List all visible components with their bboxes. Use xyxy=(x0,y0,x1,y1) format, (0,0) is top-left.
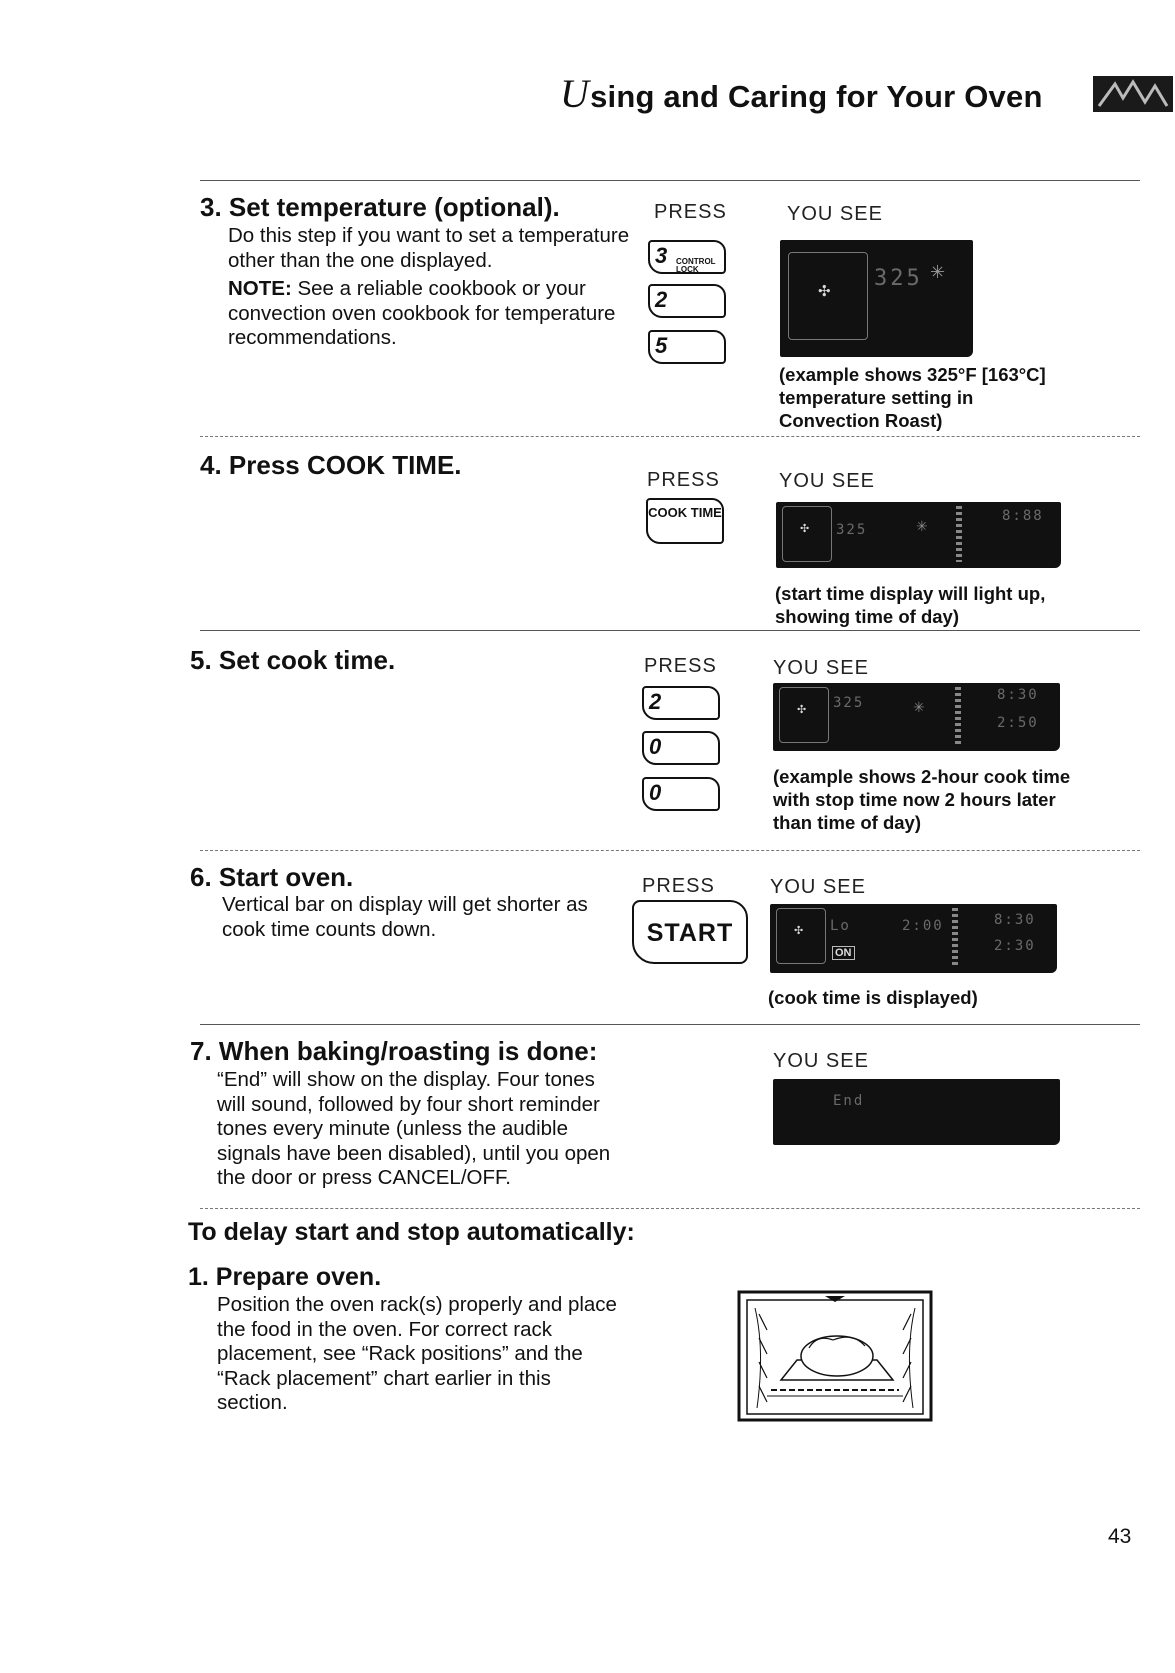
fan-icon: ✣ xyxy=(794,925,804,937)
start-time-readout: 8:30 xyxy=(997,687,1039,703)
header-title-text: sing and Caring for Your Oven xyxy=(590,79,1043,114)
temperature-readout: Lo xyxy=(830,918,851,934)
key-0[interactable] xyxy=(642,731,720,765)
page-header-title xyxy=(560,70,1043,117)
section-divider xyxy=(200,850,1140,851)
start-time-readout: 8:30 xyxy=(994,912,1036,928)
temperature-readout: 325 xyxy=(833,695,865,711)
end-readout: End xyxy=(833,1093,865,1109)
temperature-readout: 325 xyxy=(836,522,868,538)
key-word: START xyxy=(646,919,734,947)
step-6-title: 6. Start oven. xyxy=(190,862,354,892)
cook-time-bar xyxy=(956,506,962,562)
key-5[interactable] xyxy=(648,330,726,364)
key-word: COOK TIME xyxy=(648,505,722,520)
step-3-caption: (example shows 325°F [163°C] temperature setting in Convection Roast) xyxy=(779,364,1046,431)
temperature-readout: 325 xyxy=(874,266,923,291)
step-3-text: Do this step if you want to set a temperature other than the one displayed. xyxy=(228,224,630,272)
oven-display-step3 xyxy=(780,240,973,357)
key-2[interactable] xyxy=(648,284,726,318)
step-6-caption: (cook time is displayed) xyxy=(768,987,978,1008)
oven-display-step5 xyxy=(773,683,1060,751)
step-7-title: 7. When baking/roasting is done: xyxy=(190,1036,598,1066)
note-text: See a reliable cookbook or your convection oven cookbook for temperature recommendations. xyxy=(228,277,616,349)
press-label: PRESS xyxy=(644,655,717,677)
step-3-body xyxy=(228,224,638,355)
header-title-initial: U xyxy=(560,71,590,116)
step-4-caption: (start time display will light up, showing time of day) xyxy=(775,583,1046,627)
you-see-label: YOU SEE xyxy=(787,203,883,225)
heat-indicator-icon: ✳ xyxy=(930,262,946,282)
section-divider xyxy=(200,630,1140,631)
key-cook-time[interactable] xyxy=(646,498,724,544)
key-3-control-lock[interactable] xyxy=(648,240,726,274)
key-char: 3 xyxy=(655,243,668,268)
step-7-body: “End” will show on the display. Four tones will sound, followed by four short reminder tones every minute (unless the audible signals have been disabled), until you open the door or press CANCEL/OFF. xyxy=(217,1068,611,1189)
prepare-oven-title: 1. Prepare oven. xyxy=(188,1263,382,1291)
press-label: PRESS xyxy=(642,875,715,897)
key-0[interactable] xyxy=(642,777,720,811)
start-time-readout: 8:88 xyxy=(1002,508,1044,524)
oven-rack-illustration xyxy=(737,1290,933,1422)
key-char: 5 xyxy=(655,333,668,358)
you-see-label: YOU SEE xyxy=(770,876,866,898)
step-6-body: Vertical bar on display will get shorter as cook time counts down. xyxy=(222,893,588,941)
key-2[interactable] xyxy=(642,686,720,720)
stop-time-readout: 2:50 xyxy=(997,715,1039,731)
section-divider xyxy=(200,1208,1140,1209)
brand-logo-mark xyxy=(1093,76,1173,112)
key-char: 0 xyxy=(649,734,662,759)
press-label: PRESS xyxy=(654,201,727,223)
key-sublabel: CONTROL LOCK xyxy=(676,257,716,274)
section-divider xyxy=(200,180,1140,181)
stop-time-readout: 2:30 xyxy=(994,938,1036,954)
you-see-label: YOU SEE xyxy=(779,470,875,492)
oven-display-step6 xyxy=(770,904,1057,973)
key-char: 0 xyxy=(649,780,662,805)
on-indicator: ON xyxy=(832,946,855,960)
oven-display-step7 xyxy=(773,1079,1060,1145)
press-label: PRESS xyxy=(647,469,720,491)
fan-icon: ✣ xyxy=(797,704,807,716)
page-number: 43 xyxy=(1108,1525,1132,1548)
fan-icon: ✣ xyxy=(818,283,831,300)
step-5-caption: (example shows 2-hour cook time with stop time now 2 hours later than time of day) xyxy=(773,766,1071,833)
you-see-label: YOU SEE xyxy=(773,1050,869,1072)
note-label: NOTE: xyxy=(228,277,292,300)
step-5-title: 5. Set cook time. xyxy=(190,645,396,675)
oven-display-step4 xyxy=(776,502,1061,568)
fan-icon: ✣ xyxy=(800,523,810,535)
section-divider xyxy=(200,1024,1140,1025)
start-button[interactable] xyxy=(632,900,748,964)
step-3-title: 3. Set temperature (optional). xyxy=(200,192,560,222)
prepare-oven-body: Position the oven rack(s) properly and place the food in the oven. For correct rack placement, see “Rack positions” and the “Rack placement” chart earlier in this section. xyxy=(217,1293,617,1414)
cook-time-readout: 2:00 xyxy=(902,918,944,934)
key-char: 2 xyxy=(655,287,668,312)
heat-indicator-icon: ✳ xyxy=(916,518,928,534)
step-4-title: 4. Press COOK TIME. xyxy=(200,450,462,480)
you-see-label: YOU SEE xyxy=(773,657,869,679)
key-char: 2 xyxy=(649,689,662,714)
cook-time-bar xyxy=(955,687,961,745)
section-divider xyxy=(200,436,1140,437)
heat-indicator-icon: ✳ xyxy=(913,699,925,715)
step-3-note xyxy=(228,277,638,351)
delay-heading: To delay start and stop automatically: xyxy=(188,1218,635,1246)
cook-time-bar xyxy=(952,908,958,968)
